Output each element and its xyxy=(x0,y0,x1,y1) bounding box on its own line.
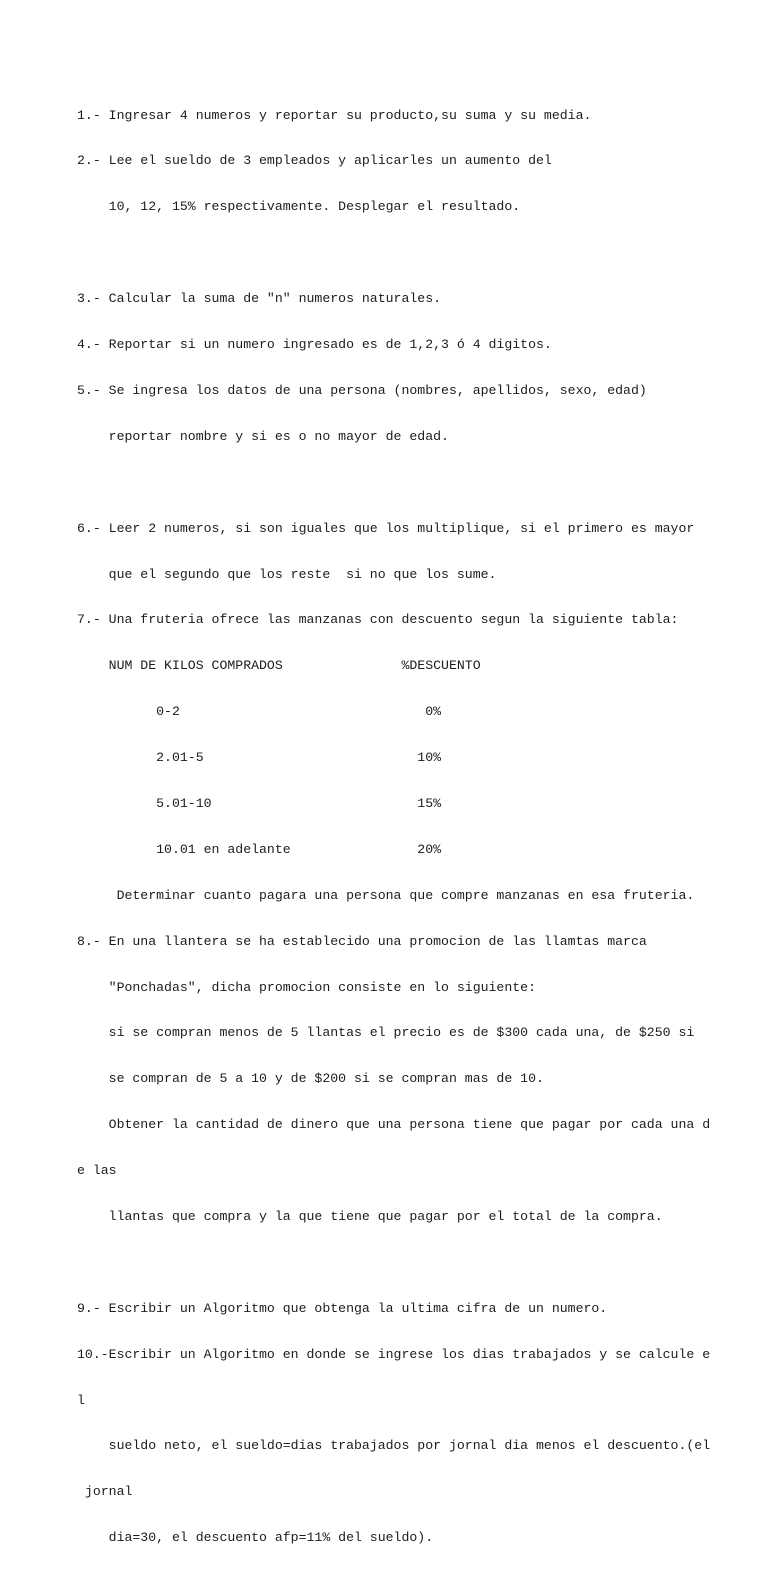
text-line: jornal xyxy=(77,1484,133,1500)
text-line: 10.-Escribir un Algoritmo en donde se ingrese los dias trabajados y se calcule e xyxy=(77,1346,711,1362)
text-line: l xyxy=(77,1392,85,1408)
text-line: reportar nombre y si es o no mayor de edad. xyxy=(77,428,449,444)
text-line: 5.- Se ingresa los datos de una persona (nombres, apellidos, sexo, edad) xyxy=(77,382,647,398)
text-line: Obtener la cantidad de dinero que una persona tiene que pagar por cada una d xyxy=(77,1117,711,1133)
blank-line xyxy=(77,1255,710,1270)
text-line: 6.- Leer 2 numeros, si son iguales que los multiplique, si el primero es mayor xyxy=(77,520,695,536)
text-line: "Ponchadas", dicha promocion consiste en lo siguiente: xyxy=(77,979,536,995)
blank-line xyxy=(77,245,710,260)
text-line: sueldo neto, el sueldo=dias trabajados por jornal dia menos el descuento.(el xyxy=(77,1438,711,1454)
text-line: 1.- Ingresar 4 numeros y reportar su producto,su suma y su media. xyxy=(77,107,592,123)
text-line: e las xyxy=(77,1163,117,1179)
text-line: si se compran menos de 5 llantas el precio es de $300 cada una, de $250 si xyxy=(77,1025,695,1041)
table-row-line: 0-2 0% xyxy=(77,704,442,720)
table-row-line: 2.01-5 10% xyxy=(77,750,442,766)
table-header-line: NUM DE KILOS COMPRADOS %DESCUENTO xyxy=(77,658,481,674)
text-line: 9.- Escribir un Algoritmo que obtenga la ultima cifra de un numero. xyxy=(77,1300,608,1316)
text-line: se compran de 5 a 10 y de $200 si se compran mas de 10. xyxy=(77,1071,544,1087)
text-line: 8.- En una llantera se ha establecido una promocion de las llamtas marca xyxy=(77,933,647,949)
text-line: dia=30, el descuento afp=11% del sueldo). xyxy=(77,1530,434,1546)
text-line: llantas que compra y la que tiene que pagar por el total de la compra. xyxy=(77,1208,663,1224)
text-line: 4.- Reportar si un numero ingresado es de 1,2,3 ó 4 digitos. xyxy=(77,337,552,353)
table-row-line: 10.01 en adelante 20% xyxy=(77,841,442,857)
text-line: 10, 12, 15% respectivamente. Desplegar el resultado. xyxy=(77,199,521,215)
text-line: 7.- Una fruteria ofrece las manzanas con descuento segun la siguiente tabla: xyxy=(77,612,679,628)
table-row-line: 5.01-10 15% xyxy=(77,795,442,811)
text-line: 2.- Lee el sueldo de 3 empleados y aplicarles un aumento del xyxy=(77,153,552,169)
text-line: que el segundo que los reste si no que los sume. xyxy=(77,566,497,582)
blank-line xyxy=(77,475,710,490)
exercise-list xyxy=(77,77,710,1576)
text-line: 3.- Calcular la suma de "n" numeros naturales. xyxy=(77,291,442,307)
text-line: Determinar cuanto pagara una persona que compre manzanas en esa fruteria. xyxy=(77,887,695,903)
